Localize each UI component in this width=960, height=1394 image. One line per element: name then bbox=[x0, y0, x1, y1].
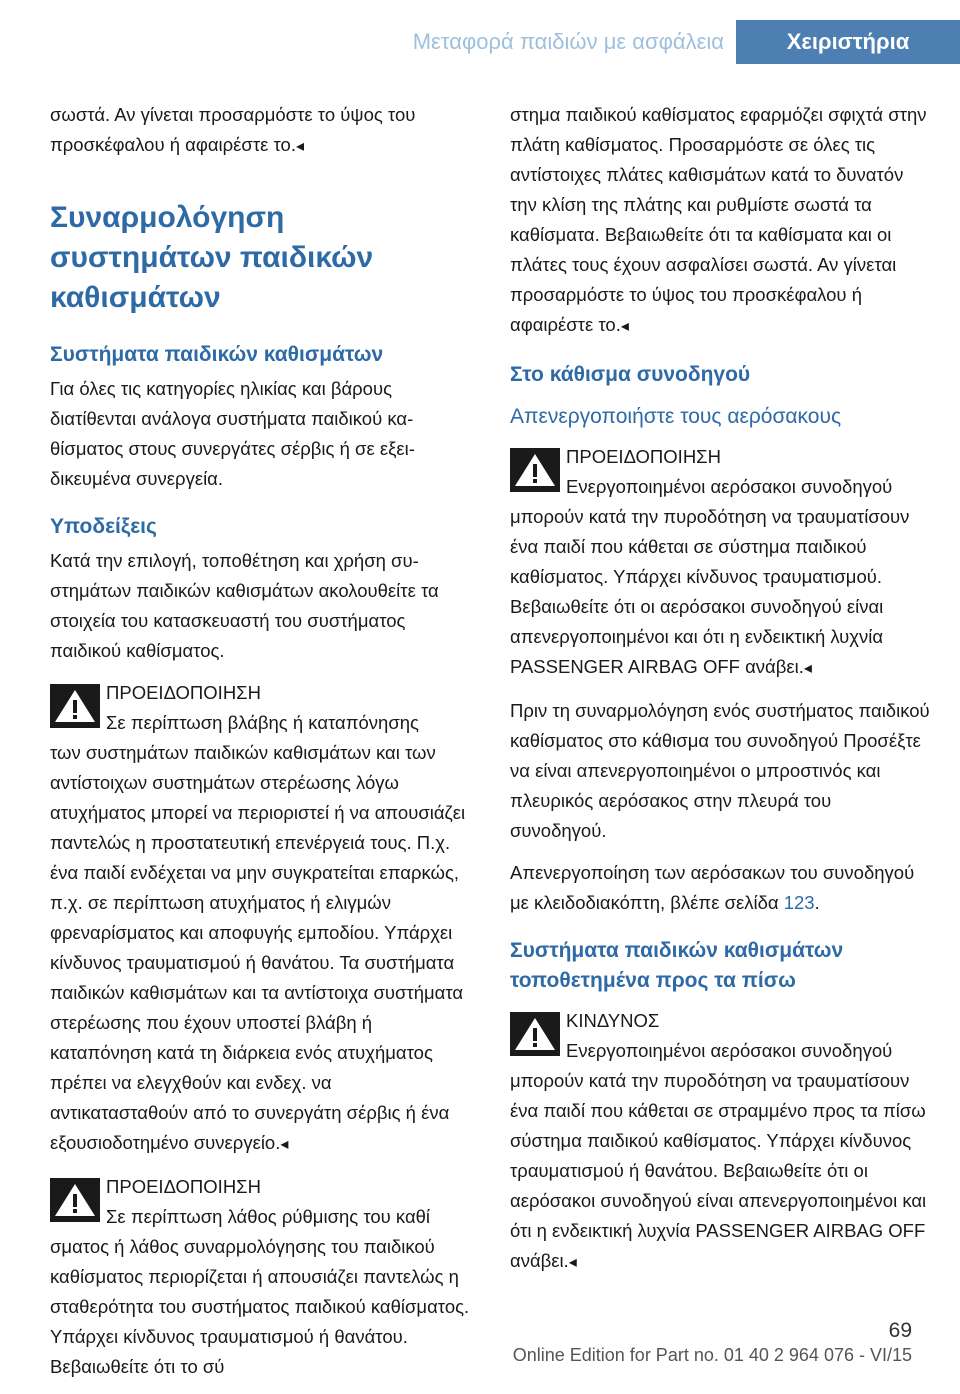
warning-triangle-icon bbox=[50, 1178, 100, 1222]
main-heading: Συναρμολόγηση συστημάτων παιδικών καθισμάτων bbox=[50, 201, 374, 314]
warning-title: ΠΡΟΕΙΔΟΠΟΙΗΣΗ bbox=[566, 446, 721, 467]
heading-deactivate-airbags: Απενεργοποιήστε τους αερόσακους bbox=[510, 405, 842, 428]
paragraph-systems: Για όλες τις κατηγορίες ηλικίας και βάρους διατίθενται ανάλογα συστήματα παιδικού καθίσματος στους συνεργάτες σέρβις ή σε εξειδικευμένα συνεργεία. bbox=[50, 378, 415, 489]
end-mark: ◂ bbox=[620, 318, 629, 335]
edition-info: Online Edition for Part no. 01 40 2 964 076 - VI/15 bbox=[512, 1345, 912, 1365]
left-column bbox=[50, 100, 470, 1394]
warning-triangle-icon bbox=[510, 1012, 560, 1056]
warning-box bbox=[50, 1172, 470, 1382]
header-chapter-tab[interactable]: Χειριστήρια bbox=[736, 20, 960, 64]
warning-text: Ενεργοποιημένοι αερόσακοι συνοδηγού μπορούν κατά την πυροδότηση να τραυματίσουν ένα παιδί που κάθεται σε σύστημα παιδικού καθίσματος. Υπάρχει κίνδυνος τραυματισμού. Βεβαιωθείτε ότι οι αερόσακοι συνοδηγού είναι απενεργοποιημένοι και ότι η ενδεικτική λυχνία PASSENGER AIRBAG OFF ανάβει.◂ bbox=[510, 476, 910, 677]
paragraph-deactivation: Απενεργοποίηση των αερόσακων του συνοδηγού με κλειδοδιακόπτη, βλέπε σελίδα 123. bbox=[510, 862, 915, 913]
paragraph-hints: Κατά την επιλογή, τοποθέτηση και χρήση συστημάτων παιδικών καθισμάτων ακολουθείτε τα στοιχεία του κατασκευαστή του συστήματος παιδικού καθίσματος. bbox=[50, 550, 439, 661]
header-section-title: Μεταφορά παιδιών με ασφάλεια bbox=[412, 29, 724, 54]
end-mark: ◂ bbox=[803, 660, 812, 677]
paragraph-before-install: Πριν τη συναρμολόγηση ενός συστήματος παιδικού καθίσματος στο κάθισμα του συνοδηγού Προσέξτε να είναι απενεργοποιημένοι ο μπροστινός και πλευρικός αερόσακος στην πλευρά του συνοδηγού. bbox=[510, 700, 930, 841]
warning-title: ΠΡΟΕΙΔΟΠΟΙΗΣΗ bbox=[106, 682, 261, 703]
heading-hints: Υποδείξεις bbox=[50, 515, 157, 538]
warning-box bbox=[510, 442, 930, 684]
heading-rear-facing: Συστήματα παιδικών καθισμάτων τοποθετημένα προς τα πίσω bbox=[510, 939, 844, 992]
heading-child-seat-systems: Συστήματα παιδικών καθισμάτων bbox=[50, 343, 384, 366]
end-mark: ◂ bbox=[280, 1136, 289, 1153]
page-number: 69 bbox=[888, 1319, 912, 1342]
danger-box bbox=[510, 1006, 930, 1278]
danger-text: Ενεργοποιημένοι αερόσακοι συνοδηγού μπορούν κατά την πυροδότηση να τραυματίσουν ένα παιδί που κάθεται σε στραμμένο προς τα πίσω σύστημα παιδικού καθίσματος. Υπάρχει κίνδυνος τραυματισμού ή θανάτου. Βεβαιωθείτε ότι οι αερόσακοι συνοδηγού είναι απενεργοποιημένοι και ότι η ενδεικτική λυχνία PASSENGER AIRBAG OFF ανάβει.◂ bbox=[510, 1040, 927, 1271]
intro-paragraph: σωστά. Αν γίνεται προσαρμόστε το ύψος του προσκέφαλου ή αφαιρέστε το.◂ bbox=[50, 104, 416, 155]
warning-text: Σε περίπτωση βλάβης ή καταπόνησης των συστημάτων παιδικών καθισμάτων και των αντίστοιχων συστημάτων στερέωσης λόγω ατυχήματος μπορεί να περιοριστεί ή να απουσιάζει παντελώς η προστατευτική επενέργειά τους. Π.χ. ένα παιδί ενδέχεται να μην συγκρατείται επαρκώς, π.χ. σε περίπτωση ατυχήματος ή ελιγμών φρεναρίσματος και αποφυγής εμποδίου. Υπάρχει κίνδυνος τραυματισμού ή θανάτου. Τα συστήματα παιδικών καθισμάτων και τα αντίστοιχα συστήματα στερέωσης που έχουν υποστεί βλάβη ή καταπόνηση κατά τη διάρκεια ενός ατυχήματος πρέπει να ελεγχθούν και ενδεχ. να αντικατασταθούν από το συνεργάτη σέρβις ή ένα εξουσιοδοτημένο συνεργείο.◂ bbox=[50, 712, 466, 1153]
warning-title: ΠΡΟΕΙΔΟΠΟΙΗΣΗ bbox=[106, 1176, 261, 1197]
warning-text: Σε περίπτωση λάθος ρύθμισης του καθί σματος ή λάθος συναρμολόγησης του παιδικού καθίσματος περιορίζεται ή απουσιάζει παντελώς η σταθερότητα του συστήματος παιδικού καθίσματος. Υπάρχει κίνδυνος τραυματισμού ή θανάτου. Βεβαιωθείτε ότι το σύ bbox=[50, 1206, 470, 1377]
page-header bbox=[0, 0, 960, 62]
continued-paragraph: στημα παιδικού καθίσματος εφαρμόζει σφιχτά στην πλάτη καθίσματος. Προσαρμόστε σε όλες τις αντίστοιχες πλάτες καθισμάτων κατά το δυνατόν την κλίση της πλάτης και ρυθμίστε σωστά τα καθίσματα. Βεβαιωθείτε ότι τα καθίσματα και οι πλάτες τους έχουν ασφαλίσει σωστά. Αν γίνεται προσαρμόστε το ύψος του προσκέφαλου ή αφαιρέστε το.◂ bbox=[510, 104, 927, 335]
page-footer bbox=[513, 1318, 912, 1366]
end-mark: ◂ bbox=[568, 1254, 577, 1271]
danger-title: ΚΙΝΔΥΝΟΣ bbox=[566, 1010, 660, 1031]
warning-triangle-icon bbox=[510, 448, 560, 492]
right-column bbox=[510, 100, 930, 1290]
end-mark: ◂ bbox=[295, 138, 305, 155]
warning-triangle-icon bbox=[50, 684, 100, 728]
page-link[interactable]: 123 bbox=[783, 892, 815, 913]
heading-passenger-seat: Στο κάθισμα συνοδηγού bbox=[510, 363, 751, 386]
warning-box bbox=[50, 678, 470, 1160]
